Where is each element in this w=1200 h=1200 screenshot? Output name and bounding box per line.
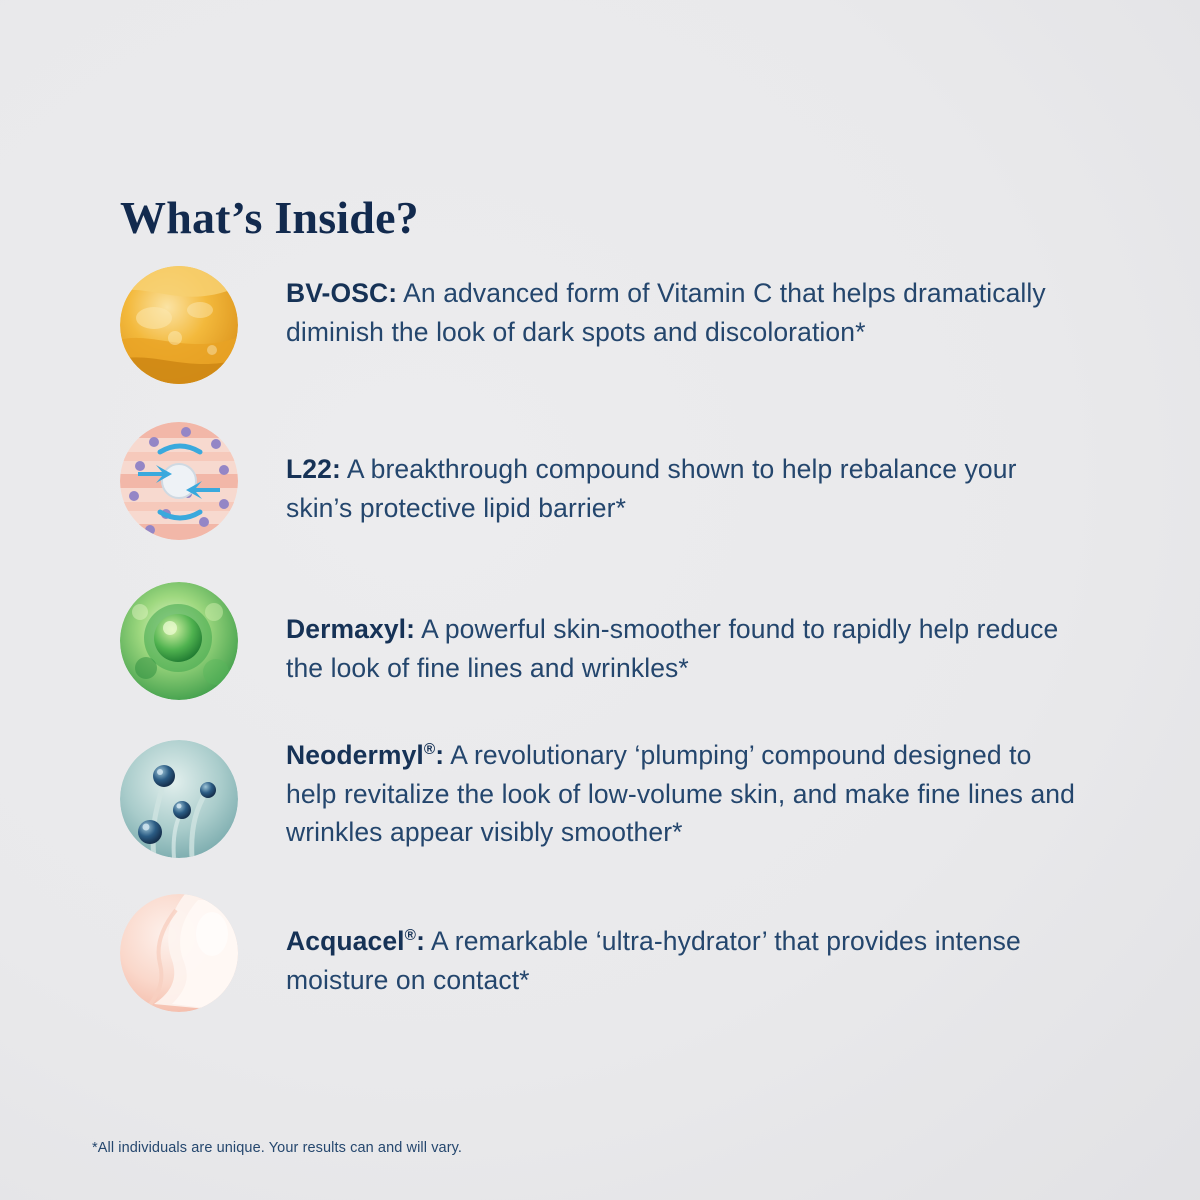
ingredient-text <box>244 262 1080 351</box>
thumbnail-container <box>120 418 244 540</box>
registered-trademark-icon: ® <box>404 927 417 945</box>
ingredient-description: An advanced form of Vitamin C that helps dramatically diminish the look of dark spots and discoloration* <box>286 278 1046 347</box>
ingredient-term: L22: <box>286 454 341 484</box>
ingredient-term-main: Neodermyl <box>286 740 424 770</box>
registered-trademark-icon: ® <box>423 741 436 759</box>
bv-osc-ingredient-image <box>120 266 238 384</box>
ingredient-text <box>244 578 1080 687</box>
ingredient-text <box>244 736 1080 852</box>
ingredient-text <box>244 418 1080 527</box>
list-item <box>120 736 1080 858</box>
ingredient-term <box>286 926 425 956</box>
ingredient-description: A breakthrough compound shown to help rebalance your skin’s protective lipid barrier* <box>286 454 1017 523</box>
page-title: What’s Inside? <box>120 191 419 243</box>
ingredient-term: Dermaxyl: <box>286 614 416 644</box>
neodermyl-ingredient-image <box>120 740 238 858</box>
ingredients-list <box>120 262 1080 1046</box>
thumbnail-container <box>120 578 244 700</box>
ingredient-term-main: Acquacel <box>286 926 405 956</box>
ingredient-term-tail: : <box>416 926 425 956</box>
ingredient-term-tail: : <box>435 740 445 770</box>
ingredient-description: A revolutionary ‘plumping’ compound designed to help revitalize the look of low-volume skin, and make fine lines and wrinkles appear visibly smoother* <box>286 740 1075 848</box>
footnote: *All individuals are unique. Your results can and will vary. <box>92 1140 463 1156</box>
ingredient-text <box>244 890 1080 999</box>
list-item <box>120 578 1080 700</box>
l22-ingredient-image <box>120 422 238 540</box>
ingredient-description: A remarkable ‘ultra-hydrator’ that provides intense moisture on contact* <box>286 926 1021 995</box>
list-item <box>120 418 1080 540</box>
thumbnail-container <box>120 890 244 1012</box>
ingredient-term <box>286 740 444 770</box>
acquacel-ingredient-image <box>120 894 238 1012</box>
thumbnail-container <box>120 262 244 384</box>
ingredient-term: BV-OSC: <box>286 278 398 308</box>
list-item <box>120 890 1080 1012</box>
thumbnail-container <box>120 736 244 858</box>
dermaxyl-ingredient-image <box>120 582 238 700</box>
ingredient-description: A powerful skin-smoother found to rapidly help reduce the look of fine lines and wrinkles* <box>286 614 1059 683</box>
list-item <box>120 262 1080 384</box>
